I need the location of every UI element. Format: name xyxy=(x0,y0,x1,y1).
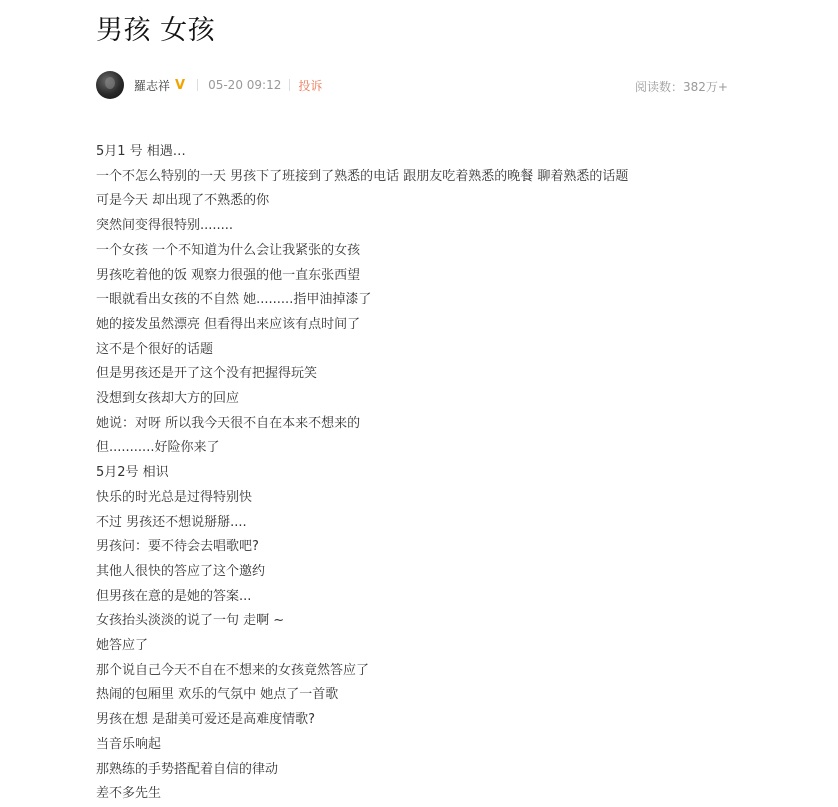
read-count xyxy=(635,78,728,95)
avatar[interactable] xyxy=(96,71,124,99)
body-line: 男孩问：要不待会去唱歌吧? xyxy=(96,539,259,555)
body-line: 但是男孩还是开了这个没有把握得玩笑 xyxy=(96,366,318,382)
read-count-value: 382万+ xyxy=(683,80,728,94)
body-line: 5月1 号 相遇… xyxy=(96,144,186,159)
body-line: 差不多先生 xyxy=(96,786,162,802)
body-line: 那个说自己今天不自在不想来的女孩竟然答应了 xyxy=(96,662,370,678)
meta-divider xyxy=(197,79,198,91)
body-line: 其他人很快的答应了这个邀约 xyxy=(96,563,266,579)
body-line: 不过 男孩还不想说掰掰.... xyxy=(96,514,247,530)
publish-time: 05-20 09:12 xyxy=(208,78,282,92)
body-line: 5月2号 相识 xyxy=(96,465,169,481)
body-line: 没想到女孩却大方的回应 xyxy=(96,391,240,407)
body-line: 她的接发虽然漂亮 但看得出来应该有点时间了 xyxy=(96,316,361,332)
body-line: 突然间变得很特别........ xyxy=(96,218,234,234)
report-link[interactable]: 投诉 xyxy=(298,78,323,93)
body-line: 可是今天 却出现了不熟悉的你 xyxy=(96,193,270,209)
body-line: 当音乐响起 xyxy=(96,736,162,752)
author-name[interactable]: 羅志祥 xyxy=(134,78,171,93)
meta-divider xyxy=(289,79,290,91)
article-title: 男孩 女孩 xyxy=(96,15,216,46)
body-line: 一眼就看出女孩的不自然 她.........指甲油掉漆了 xyxy=(96,292,372,308)
read-count-label: 阅读数： xyxy=(635,80,684,94)
body-line: 她答应了 xyxy=(96,638,149,654)
body-line: 一个不怎么特别的一天 男孩下了班接到了熟悉的电话 跟朋友吃着熟悉的晚餐 聊着熟悉的话题 xyxy=(96,168,629,184)
article xyxy=(96,0,736,807)
body-line: 热闹的包厢里 欢乐的气氛中 她点了一首歌 xyxy=(96,687,339,703)
body-line: 但男孩在意的是她的答案... xyxy=(96,588,252,604)
body-line: 但...........好险你来了 xyxy=(96,440,220,456)
article-meta xyxy=(96,70,736,100)
body-line: 快乐的时光总是过得特别快 xyxy=(96,489,253,505)
body-line: 女孩抬头淡淡的说了一句 走啊 ~ xyxy=(96,613,285,629)
body-line: 她说：对呀 所以我今天很不自在本来不想来的 xyxy=(96,415,361,431)
verified-icon: V xyxy=(175,77,186,93)
article-body xyxy=(96,140,736,807)
body-line: 一个女孩 一个不知道为什么会让我紧张的女孩 xyxy=(96,242,361,258)
body-line: 男孩吃着他的饭 观察力很强的他一直东张西望 xyxy=(96,267,361,283)
body-line: 男孩在想 是甜美可爱还是高难度情歌? xyxy=(96,712,316,728)
body-line: 这不是个很好的话题 xyxy=(96,341,214,357)
body-line: 那熟练的手势搭配着自信的律动 xyxy=(96,761,279,777)
